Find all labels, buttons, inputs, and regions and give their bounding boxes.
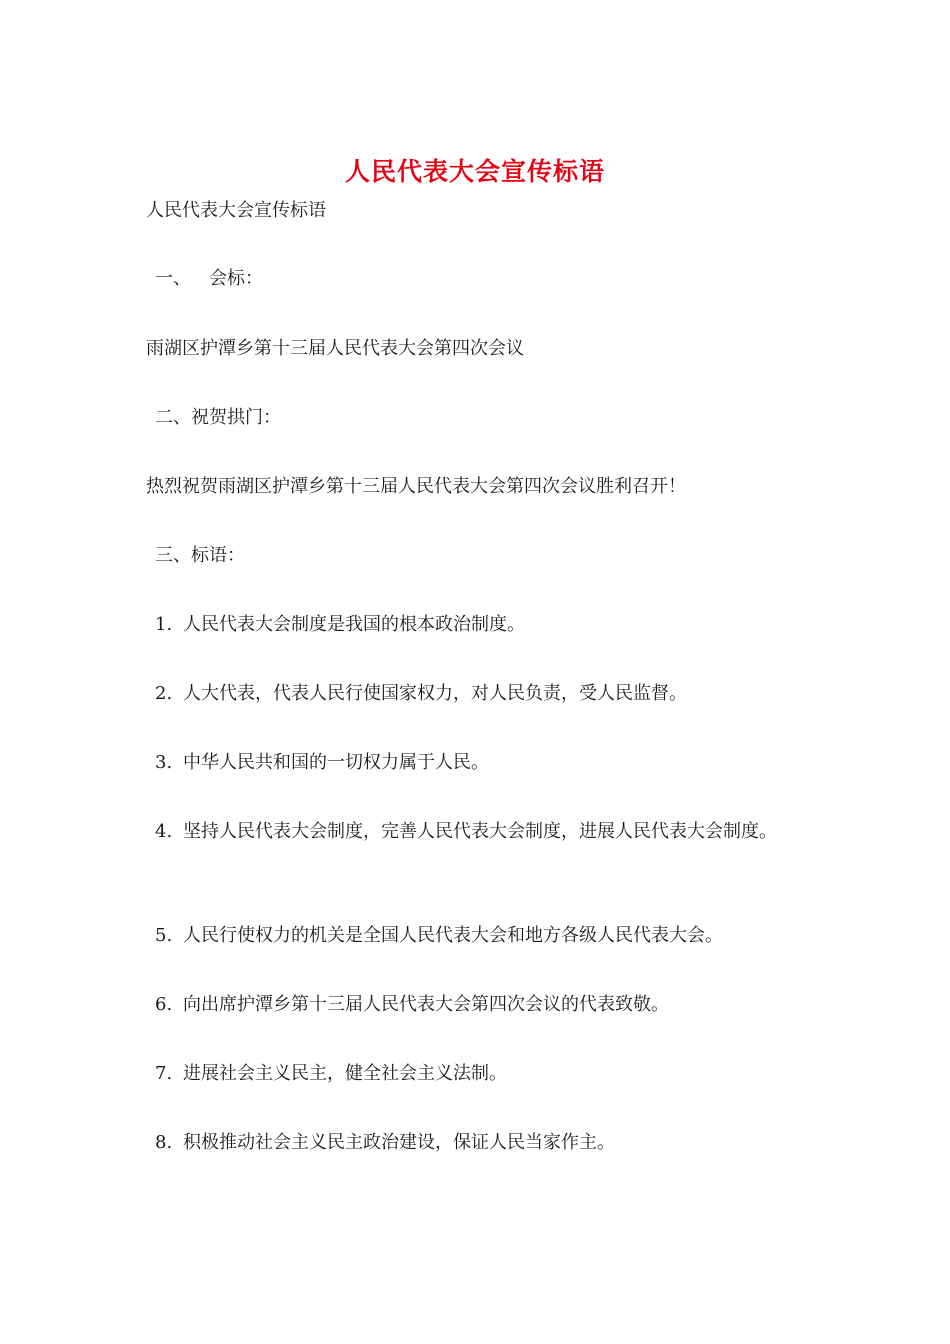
slogan-text: 人民代表大会制度是我国的根本政治制度。 — [183, 614, 525, 635]
slogan-item — [155, 1131, 615, 1155]
document-subtitle: 人民代表大会宣传标语 — [146, 200, 326, 221]
slogan-item — [155, 613, 525, 637]
slogan-number: 6. — [155, 994, 173, 1015]
section-1-heading-text: 会标： — [209, 268, 263, 289]
slogan-number: 5. — [155, 925, 173, 946]
slogan-number: 1. — [155, 614, 173, 635]
slogan-item — [155, 682, 687, 706]
slogan-text: 坚持人民代表大会制度，完善人民代表大会制度，进展人民代表大会制度。 — [183, 821, 777, 842]
section-1-content: 雨湖区护潭乡第十三届人民代表大会第四次会议 — [146, 338, 524, 359]
section-2-heading: 二、祝贺拱门： — [155, 407, 281, 428]
section-3-heading: 三、标语： — [155, 545, 245, 566]
slogan-text: 人大代表，代表人民行使国家权力，对人民负责，受人民监督。 — [183, 683, 687, 704]
slogan-item — [155, 993, 669, 1017]
slogan-text: 进展社会主义民主，健全社会主义法制。 — [183, 1063, 507, 1084]
section-1-heading — [155, 267, 263, 291]
slogan-number: 2. — [155, 683, 173, 704]
slogan-item — [155, 751, 489, 775]
slogan-item — [155, 820, 777, 844]
section-2-content: 热烈祝贺雨湖区护潭乡第十三届人民代表大会第四次会议胜利召开！ — [146, 476, 686, 497]
slogan-text: 人民行使权力的机关是全国人民代表大会和地方各级人民代表大会。 — [183, 925, 723, 946]
slogan-number: 8. — [155, 1132, 173, 1153]
slogan-item — [155, 924, 723, 948]
slogan-text: 中华人民共和国的一切权力属于人民。 — [183, 752, 489, 773]
slogan-text: 积极推动社会主义民主政治建设，保证人民当家作主。 — [183, 1132, 615, 1153]
document-title: 人民代表大会宣传标语 — [344, 157, 605, 186]
slogan-number: 7. — [155, 1063, 173, 1084]
slogan-item — [155, 1062, 507, 1086]
slogan-text: 向出席护潭乡第十三届人民代表大会第四次会议的代表致敬。 — [183, 994, 669, 1015]
slogan-number: 4. — [155, 821, 173, 842]
section-1-marker: 一、 — [155, 268, 191, 289]
slogan-number: 3. — [155, 752, 173, 773]
